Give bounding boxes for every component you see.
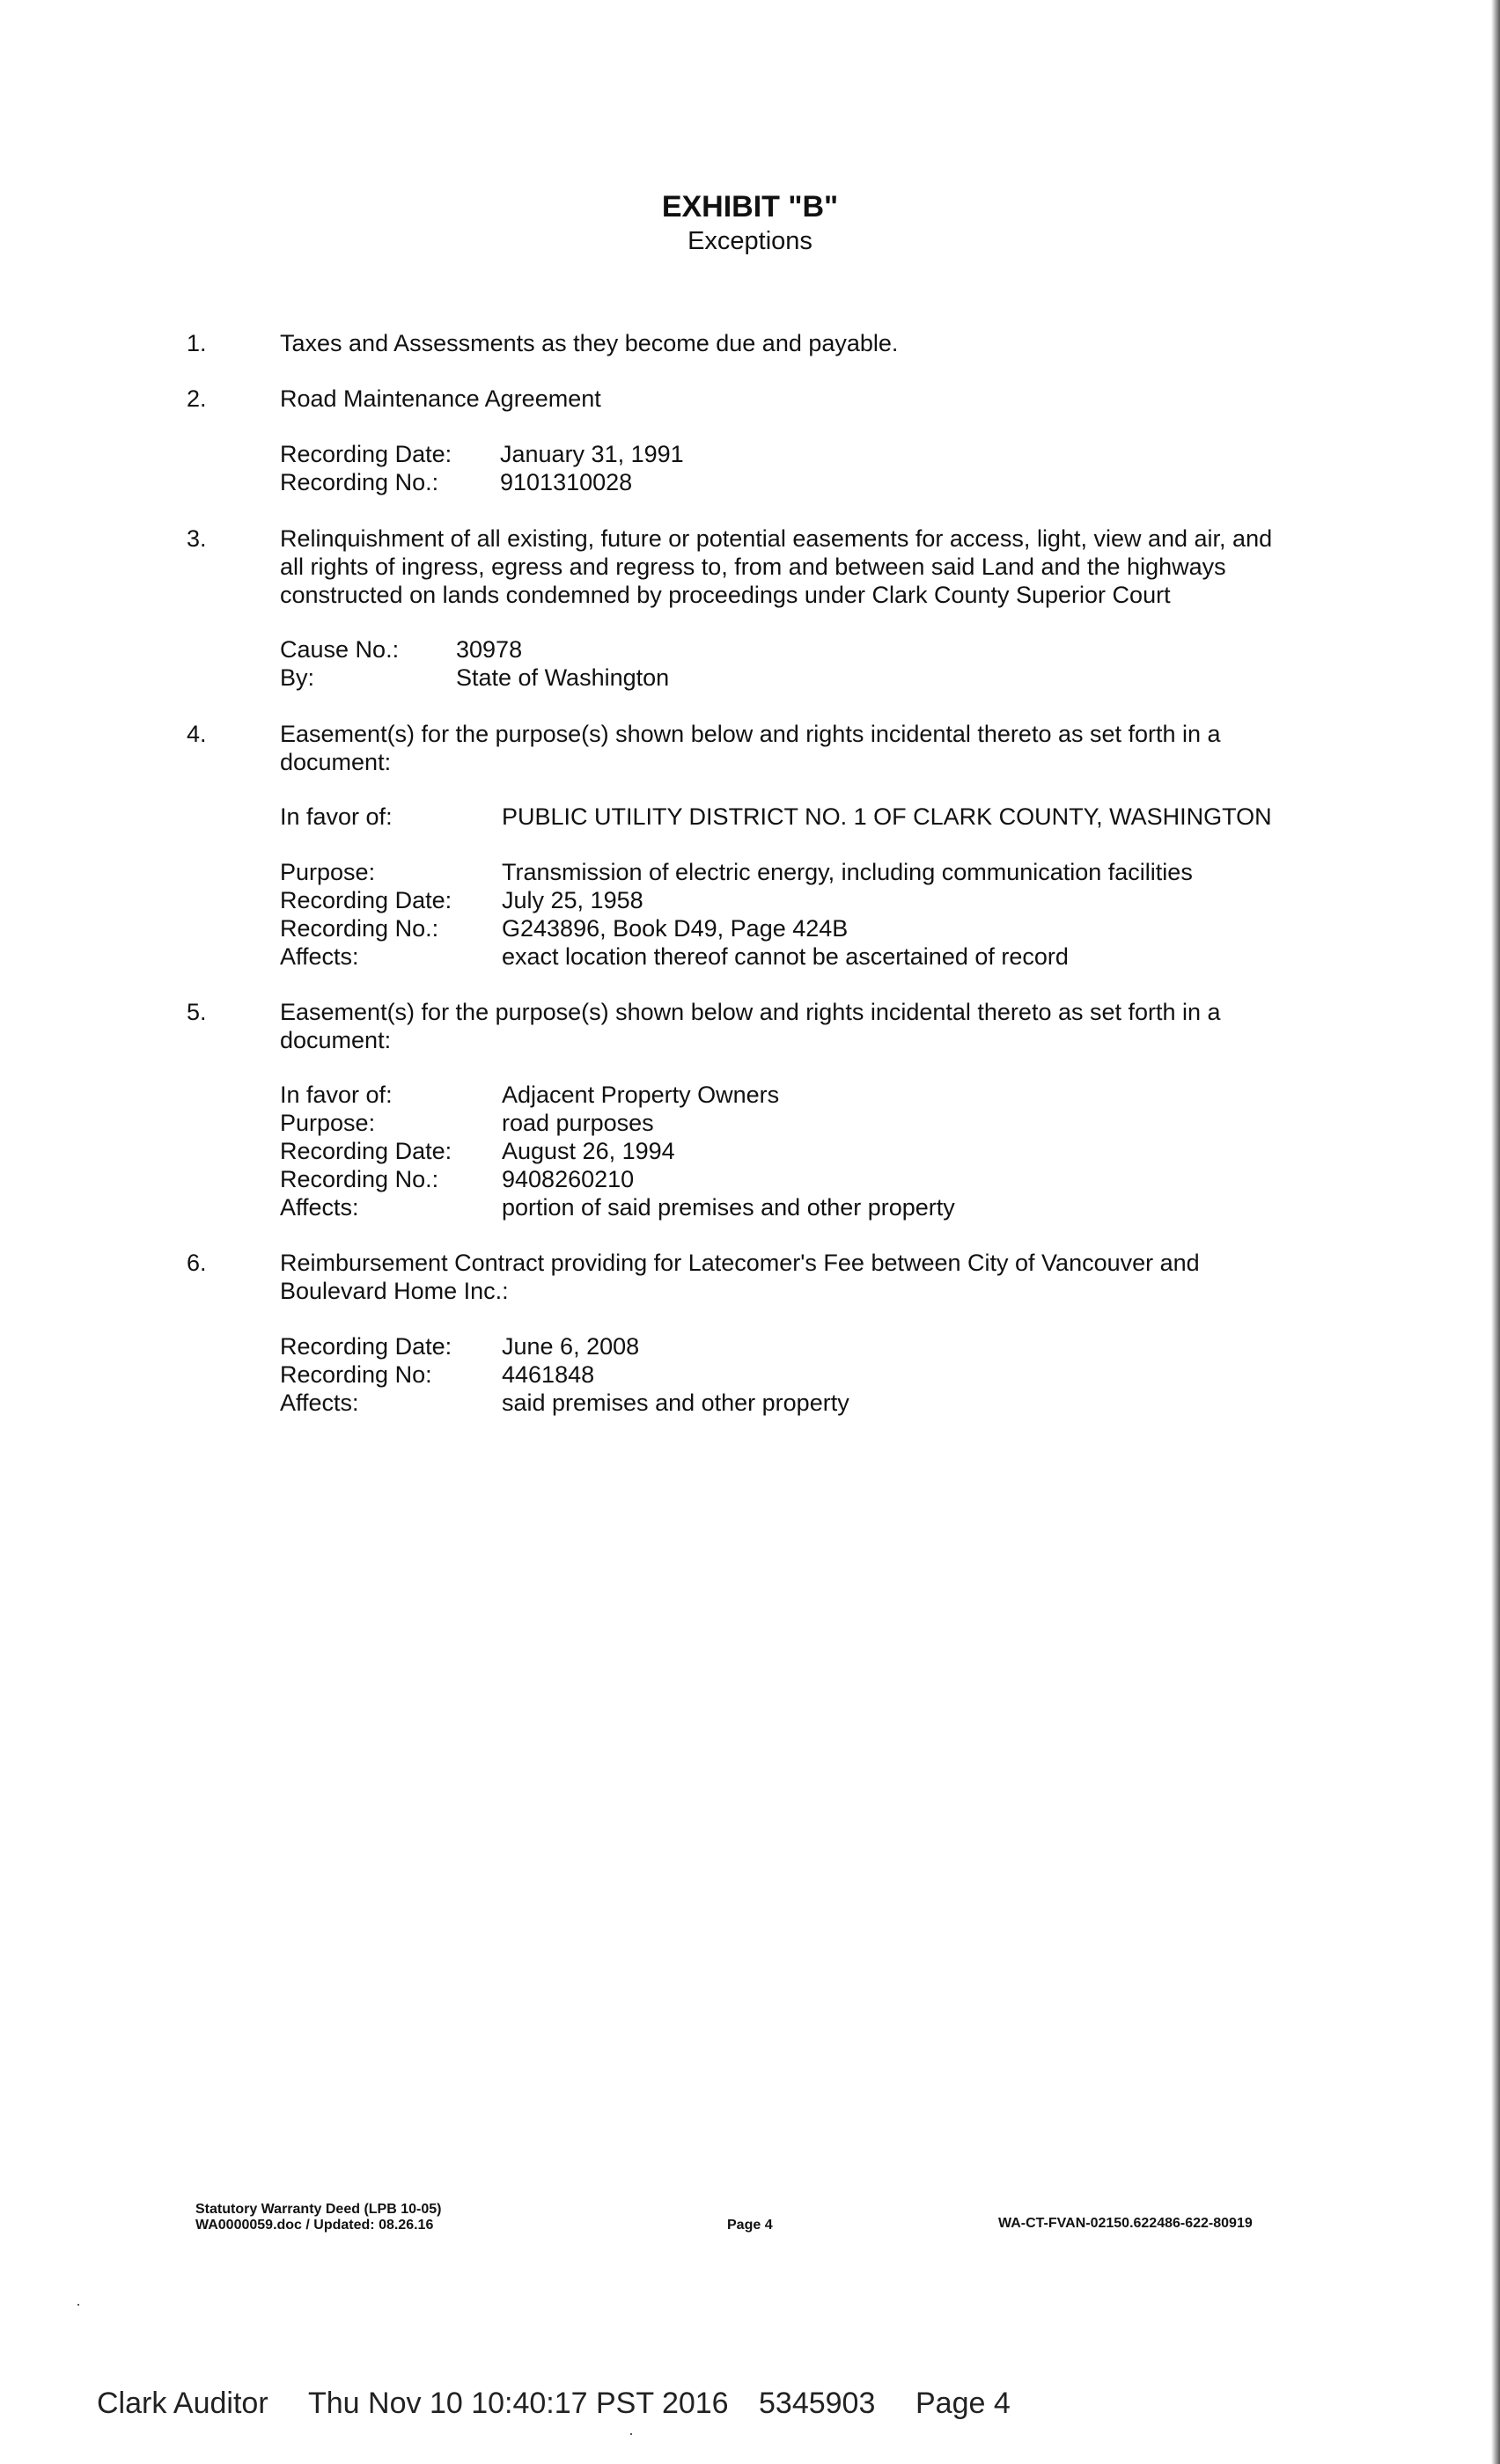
item-number: 3. — [187, 525, 207, 552]
field-value: August 26, 1994 — [502, 1138, 675, 1164]
item-text-line: constructed on lands condemned by proceedings under Clark County Superior Court — [280, 582, 1171, 608]
field-value: G243896, Book D49, Page 424B — [502, 915, 849, 942]
item-text: Road Maintenance Agreement — [280, 385, 601, 412]
field-label: Purpose: — [280, 859, 376, 885]
item-text-line: Easement(s) for the purpose(s) shown below and rights incidental thereto as set forth in a — [280, 721, 1221, 747]
item-text-line: Easement(s) for the purpose(s) shown below and rights incidental thereto as set forth in a — [280, 999, 1221, 1025]
field-value: road purposes — [502, 1110, 654, 1136]
field-value: January 31, 1991 — [500, 441, 684, 467]
field-label: Purpose: — [280, 1110, 376, 1136]
exhibit-subtitle: Exceptions — [688, 227, 812, 255]
field-label: Affects: — [280, 1390, 359, 1416]
scan-edge — [1491, 0, 1500, 2464]
item-number: 1. — [187, 330, 207, 356]
field-value: State of Washington — [456, 664, 670, 691]
field-label: Cause No.: — [280, 636, 400, 663]
field-label: Recording No.: — [280, 915, 439, 942]
field-label: Affects: — [280, 943, 359, 970]
footer-page-number: Page 4 — [727, 2218, 773, 2233]
field-label: Recording No: — [280, 1361, 432, 1388]
field-value: portion of said premises and other property — [502, 1194, 955, 1221]
field-label: In favor of: — [280, 803, 393, 830]
field-label: In favor of: — [280, 1082, 393, 1108]
item-text-line: Reimbursement Contract providing for Latecomer's Fee between City of Vancouver and — [280, 1250, 1200, 1276]
field-value: 9408260210 — [502, 1166, 635, 1192]
footer-form-name: Statutory Warranty Deed (LPB 10-05) — [195, 2202, 442, 2217]
item-text-line: document: — [280, 1027, 392, 1053]
stamp-source: Clark Auditor — [97, 2387, 268, 2420]
exhibit-title: EXHIBIT "B" — [661, 190, 839, 224]
field-label: Recording Date: — [280, 887, 452, 913]
stamp-datetime: Thu Nov 10 10:40:17 PST 2016 — [308, 2387, 729, 2420]
item-number: 5. — [187, 999, 207, 1025]
field-value: said premises and other property — [502, 1390, 849, 1416]
item-text: Taxes and Assessments as they become due and payable. — [280, 330, 899, 356]
item-number: 2. — [187, 385, 207, 412]
field-value: Transmission of electric energy, including communication facilities — [502, 859, 1193, 885]
item-text-line: Relinquishment of all existing, future or potential easements for access, light, view and air, and — [280, 525, 1273, 552]
footer-form-file: WA0000059.doc / Updated: 08.26.16 — [195, 2218, 434, 2233]
item-text-line: all rights of ingress, egress and regress to, from and between said Land and the highways — [280, 554, 1226, 580]
field-label: Recording Date: — [280, 1333, 452, 1360]
stamp-doc-number: 5345903 — [759, 2387, 876, 2420]
field-value: 4461848 — [502, 1361, 595, 1388]
item-number: 4. — [187, 721, 207, 747]
field-label: By: — [280, 664, 315, 691]
scan-speck — [77, 2304, 79, 2306]
stamp-page: Page 4 — [915, 2387, 1011, 2420]
field-value: 9101310028 — [500, 469, 633, 495]
footer-reference: WA-CT-FVAN-02150.622486-622-80919 — [998, 2216, 1253, 2231]
field-value: PUBLIC UTILITY DISTRICT NO. 1 OF CLARK COUNTY, WASHINGTON — [502, 803, 1272, 830]
field-value: June 6, 2008 — [502, 1333, 640, 1360]
field-label: Affects: — [280, 1194, 359, 1221]
field-label: Recording Date: — [280, 1138, 452, 1164]
field-value: exact location thereof cannot be ascertained of record — [502, 943, 1069, 970]
item-text-line: document: — [280, 749, 392, 775]
field-value: 30978 — [456, 636, 523, 663]
item-text-line: Boulevard Home Inc.: — [280, 1278, 509, 1304]
item-number: 6. — [187, 1250, 207, 1276]
field-label: Recording No.: — [280, 1166, 439, 1192]
field-label: Recording No.: — [280, 469, 439, 495]
field-value: Adjacent Property Owners — [502, 1082, 780, 1108]
scan-speck — [630, 2433, 632, 2435]
field-label: Recording Date: — [280, 441, 452, 467]
field-value: July 25, 1958 — [502, 887, 643, 913]
